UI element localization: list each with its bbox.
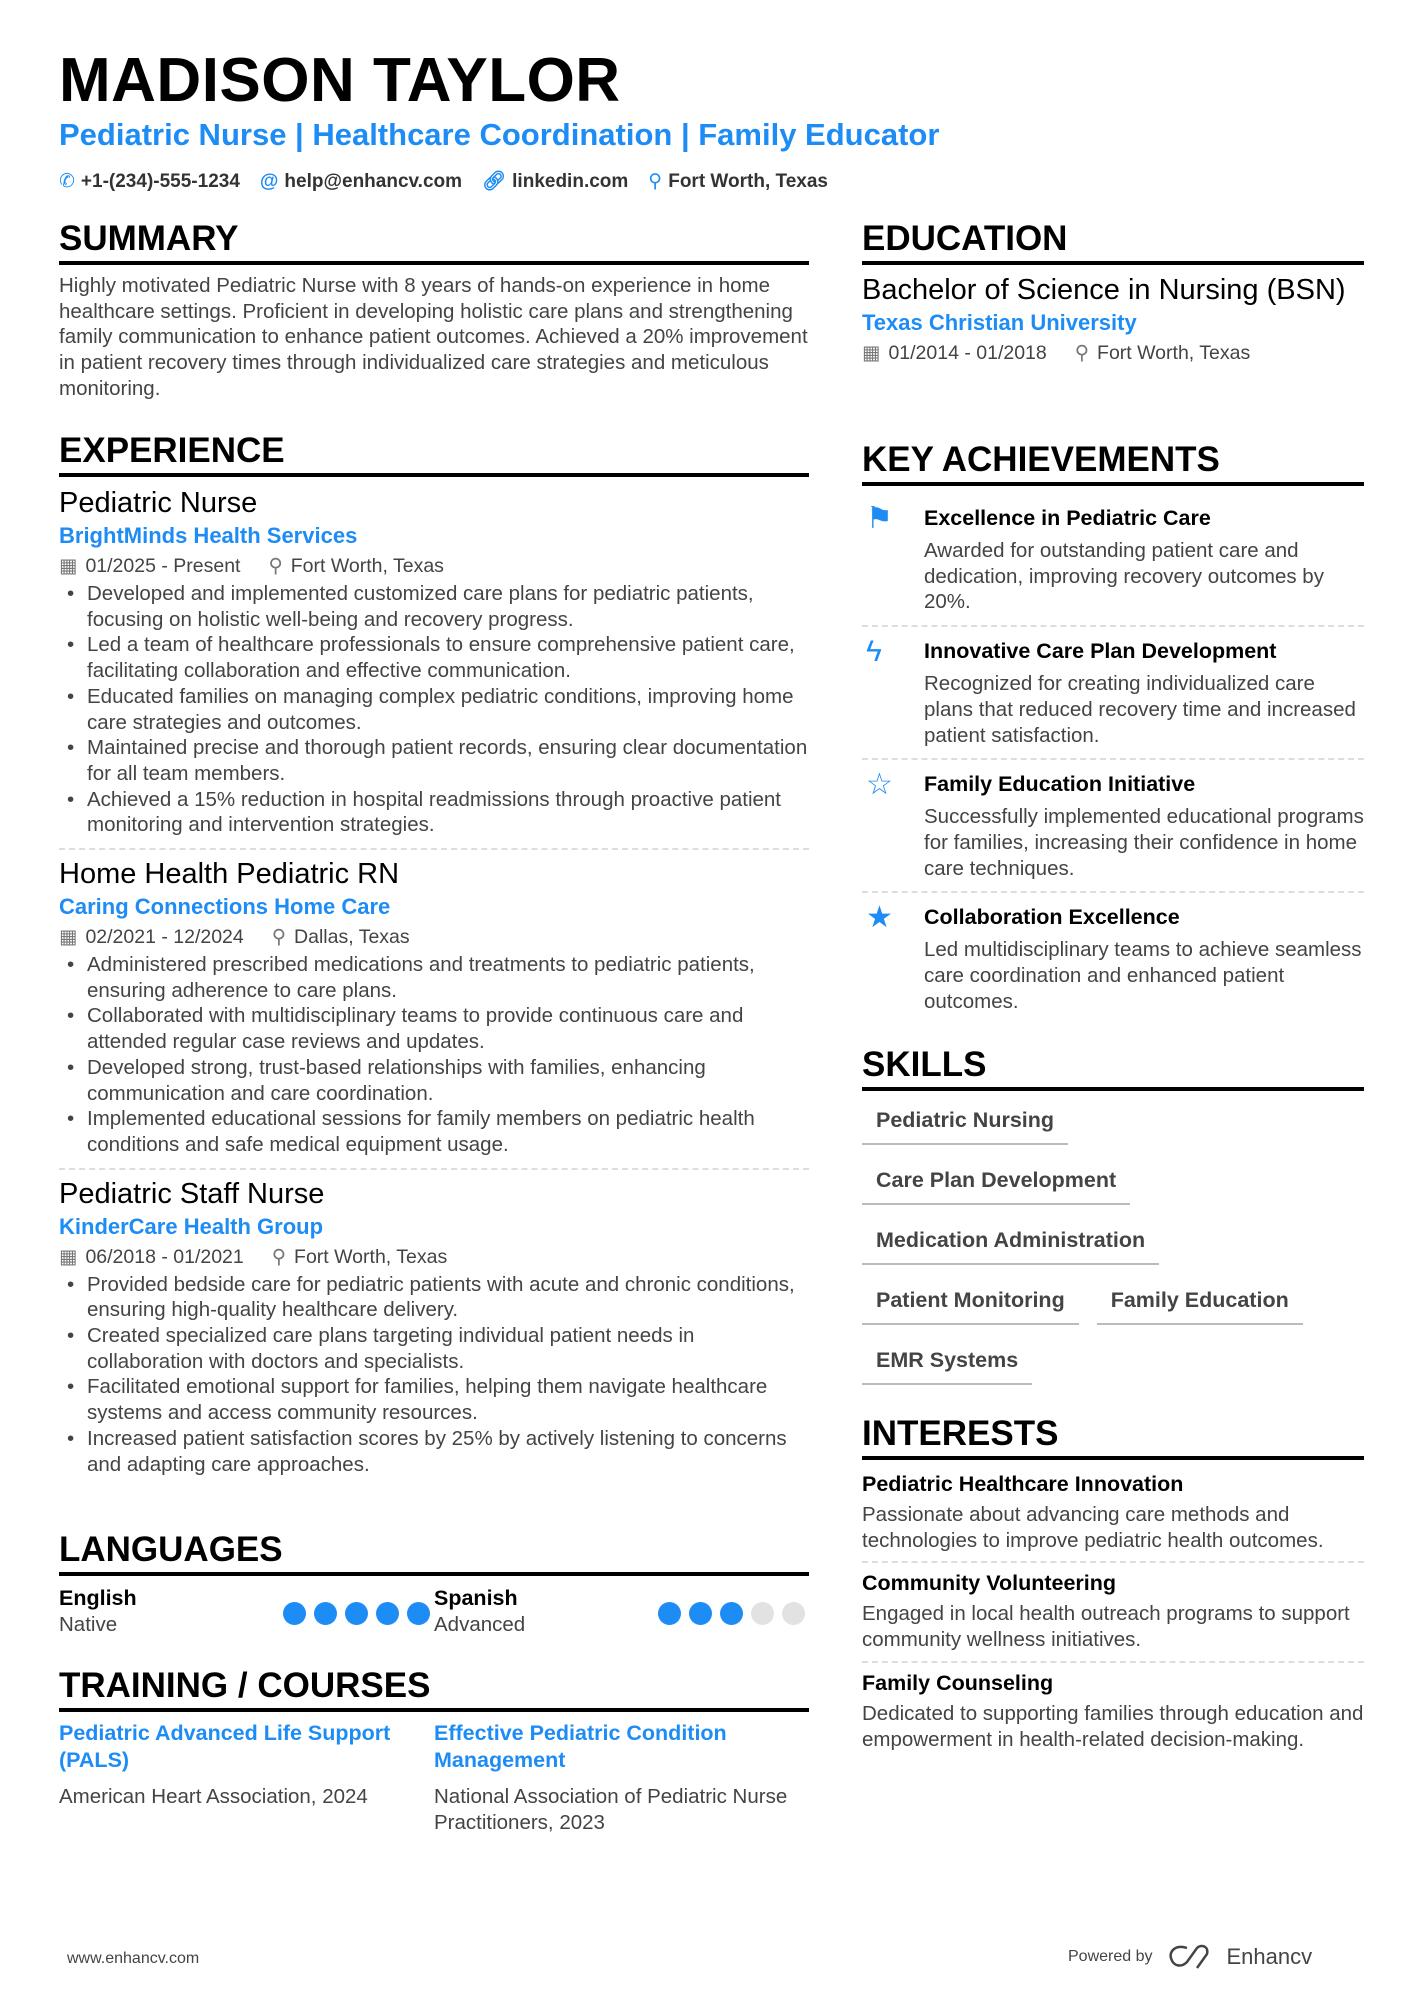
job-location xyxy=(268,551,443,581)
achievement-title: Family Education Initiative xyxy=(924,772,1196,797)
education-section xyxy=(862,219,1364,368)
job-dates xyxy=(59,1242,244,1272)
course-item xyxy=(434,1720,809,1835)
phone-icon: ✆ xyxy=(59,171,75,192)
interest-title: Community Volunteering xyxy=(862,1571,1117,1596)
job-dates xyxy=(59,551,240,581)
course-detail: American Heart Association, 2024 xyxy=(59,1785,368,1808)
job-entry xyxy=(59,856,809,1170)
calendar-icon: ▦ xyxy=(59,1245,78,1268)
candidate-name: MADISON TAYLOR xyxy=(59,46,621,115)
achievement-title: Excellence in Pediatric Care xyxy=(924,506,1211,530)
achievement-text: Awarded for outstanding patient care and dedication, improving recovery outcomes by 20%. xyxy=(924,539,1324,614)
skill-tag: Pediatric Nursing xyxy=(862,1099,1068,1145)
footer-url[interactable]: www.enhancv.com xyxy=(67,1950,200,1967)
footer-brand[interactable] xyxy=(1068,1944,1312,1970)
interest-item xyxy=(862,1663,1364,1760)
rating-dot xyxy=(751,1602,774,1625)
linkedin-text: linkedin.com xyxy=(512,171,629,192)
section-title: TRAINING / COURSES xyxy=(59,1666,809,1712)
bullet-item: • Developed and implemented customized care plans for pediatric patients, focusing on holistic well-being and recovery progress. xyxy=(59,581,809,632)
contact-linkedin[interactable] xyxy=(482,170,628,194)
location-text: Fort Worth, Texas xyxy=(1097,342,1251,364)
link-icon: 🔗︎ xyxy=(482,171,507,192)
section-title: EDUCATION xyxy=(862,219,1364,265)
experience-section xyxy=(59,431,809,1491)
interest-text: Passionate about advancing care methods and technologies to improve pediatric health outcomes. xyxy=(862,1503,1324,1552)
achievement-title: Innovative Care Plan Development xyxy=(924,639,1277,664)
achievement-item xyxy=(862,893,1364,1024)
phone-text: +1-(234)-555-1234 xyxy=(80,171,240,192)
interest-text: Engaged in local health outreach programs to support community wellness initiatives. xyxy=(862,1602,1350,1652)
job-bullets xyxy=(59,581,809,838)
location-pin-icon: ⚲ xyxy=(271,926,287,949)
achievement-title: Collaboration Excellence xyxy=(924,905,1180,930)
achievement-item xyxy=(862,627,1364,760)
skill-tag: Medication Administration xyxy=(862,1219,1159,1265)
course-title: Effective Pediatric Condition Management xyxy=(434,1721,727,1772)
skill-tag: Care Plan Development xyxy=(862,1159,1130,1205)
achievement-item xyxy=(862,494,1364,627)
education-location xyxy=(1075,338,1250,368)
lightning-icon: ϟ xyxy=(866,635,882,669)
achievement-text: Recognized for creating individualized care plans that reduced recovery time and increased patient satisfaction. xyxy=(924,672,1356,747)
section-title: INTERESTS xyxy=(862,1414,1364,1460)
dates-text: 06/2018 - 01/2021 xyxy=(85,1245,244,1268)
interest-item xyxy=(862,1563,1364,1662)
brand-name: Enhancv xyxy=(1226,1944,1313,1969)
section-title: EXPERIENCE xyxy=(59,431,809,477)
job-location xyxy=(272,1242,447,1272)
star-half-icon: ★ xyxy=(866,901,893,935)
dates-text: 01/2014 - 01/2018 xyxy=(888,342,1047,364)
enhancv-logo-icon xyxy=(1167,1944,1213,1970)
bullet-item: • Developed strong, trust-based relationships with families, enhancing communication and care coordination. xyxy=(59,1055,809,1106)
location-text: Fort Worth, Texas xyxy=(290,555,444,577)
rating-dot xyxy=(376,1602,399,1625)
location-text: Fort Worth, Texas xyxy=(294,1245,448,1268)
school: Texas Christian University xyxy=(862,310,1137,335)
contact-phone[interactable] xyxy=(59,170,240,194)
company-name: BrightMinds Health Services xyxy=(59,523,358,548)
bullet-item: • Led a team of healthcare professionals to ensure comprehensive patient care, facilitating collaboration and effective communication. xyxy=(59,632,809,683)
job-title: Pediatric Nurse xyxy=(59,487,258,519)
languages-section xyxy=(59,1530,809,1638)
bullet-item: • Implemented educational sessions for family members on pediatric health conditions and safe medical equipment usage. xyxy=(59,1106,809,1157)
interests-section xyxy=(862,1414,1364,1760)
interest-text: Dedicated to supporting families through education and empowerment in health-related decision-making. xyxy=(862,1701,1364,1751)
training-section xyxy=(59,1666,809,1835)
job-bullets xyxy=(59,1272,809,1478)
language-level: Advanced xyxy=(434,1613,526,1636)
contact-email[interactable] xyxy=(260,170,462,194)
rating-dot xyxy=(345,1602,368,1625)
language-name: English xyxy=(59,1586,137,1610)
skill-tag: Family Education xyxy=(1097,1279,1303,1325)
bullet-item: • Provided bedside care for pediatric patients with acute and chronic conditions, ensuring high-quality healthcare delivery. xyxy=(59,1272,809,1323)
achievement-text: Led multidisciplinary teams to achieve seamless care coordination and enhanced patient outcomes. xyxy=(924,938,1362,1013)
bullet-item: • Facilitated emotional support for families, helping them navigate healthcare systems and access community resources. xyxy=(59,1374,809,1425)
job-dates xyxy=(59,922,244,952)
bullet-item: • Administered prescribed medications and treatments to pediatric patients, ensuring adherence to care plans. xyxy=(59,952,809,1003)
job-entry xyxy=(59,485,809,850)
bullet-item: • Collaborated with multidisciplinary teams to provide continuous care and attended regular case reviews and updates. xyxy=(59,1003,809,1054)
bullet-item: • Increased patient satisfaction scores by 25% by actively listening to concerns and adapting care approaches. xyxy=(59,1426,809,1477)
powered-by: Powered by xyxy=(1068,1948,1153,1965)
bullet-item: • Created specialized care plans targeting individual patient needs in collaboration with doctors and specialists. xyxy=(59,1323,809,1374)
job-title: Home Health Pediatric RN xyxy=(59,858,400,891)
rating-dot xyxy=(407,1602,430,1625)
summary-text: Highly motivated Pediatric Nurse with 8 years of hands-on experience in home healthcare settings. Proficient in developing holistic care plans and strengthening family communication to enhance patient outcomes. Achieved a 20% improvement in patient recovery times through individualized care strategies and meticulous monitoring. xyxy=(59,274,808,400)
language-rating xyxy=(283,1602,430,1638)
course-title: Pediatric Advanced Life Support (PALS) xyxy=(59,1721,391,1772)
education-dates xyxy=(862,338,1047,368)
location-text: Fort Worth, Texas xyxy=(668,171,828,192)
calendar-icon: ▦ xyxy=(59,555,78,577)
location-pin-icon: ⚲ xyxy=(648,171,663,192)
at-icon: @ xyxy=(259,171,279,192)
skill-tag: Patient Monitoring xyxy=(862,1279,1079,1325)
achievement-text: Successfully implemented educational programs for families, increasing their confidence in home care techniques. xyxy=(924,805,1364,880)
interest-title: Pediatric Healthcare Innovation xyxy=(862,1472,1184,1496)
interest-title: Family Counseling xyxy=(862,1670,1054,1695)
interest-item xyxy=(862,1464,1364,1563)
dates-text: 01/2025 - Present xyxy=(85,555,241,577)
course-item xyxy=(59,1720,434,1835)
contact-location xyxy=(648,170,828,194)
skills-section xyxy=(862,1045,1364,1399)
rating-dot xyxy=(689,1602,712,1625)
rating-dot xyxy=(720,1602,743,1625)
course-detail: National Association of Pediatric Nurse Practitioners, 2023 xyxy=(434,1785,788,1834)
rating-dot xyxy=(658,1602,681,1625)
achievements-section xyxy=(862,440,1364,1024)
language-item xyxy=(59,1584,434,1638)
section-title: SUMMARY xyxy=(59,219,809,265)
job-entry xyxy=(59,1176,809,1488)
language-name: Spanish xyxy=(434,1586,518,1610)
calendar-icon: ▦ xyxy=(59,926,78,949)
language-rating xyxy=(658,1602,805,1638)
bullet-item: • Maintained precise and thorough patient records, ensuring clear documentation for all team members. xyxy=(59,735,809,786)
calendar-icon: ▦ xyxy=(862,342,881,364)
contact-bar xyxy=(59,170,828,194)
section-title: LANGUAGES xyxy=(59,1530,809,1576)
bullet-item: • Educated families on managing complex pediatric conditions, improving home care strategies and outcomes. xyxy=(59,684,809,735)
language-item xyxy=(434,1584,809,1638)
location-pin-icon: ⚲ xyxy=(1074,342,1090,364)
rating-dot xyxy=(782,1602,805,1625)
job-bullets xyxy=(59,952,809,1158)
section-title: SKILLS xyxy=(862,1045,1364,1091)
rating-dot xyxy=(283,1602,306,1625)
star-outline-icon: ☆ xyxy=(866,768,893,802)
email-text: help@enhancv.com xyxy=(284,171,463,192)
job-meta xyxy=(59,922,809,952)
dates-text: 02/2021 - 12/2024 xyxy=(85,926,244,949)
section-title: KEY ACHIEVEMENTS xyxy=(862,440,1364,486)
summary-section xyxy=(59,219,809,402)
job-meta xyxy=(59,551,809,581)
location-text: Dallas, Texas xyxy=(294,926,410,949)
achievement-item xyxy=(862,760,1364,893)
degree: Bachelor of Science in Nursing (BSN) xyxy=(862,274,1346,306)
company-name: Caring Connections Home Care xyxy=(59,894,391,920)
job-meta xyxy=(59,1242,809,1272)
flag-icon: ⚑ xyxy=(866,502,893,535)
job-title: Pediatric Staff Nurse xyxy=(59,1177,325,1210)
location-pin-icon: ⚲ xyxy=(268,555,283,577)
bullet-item: • Achieved a 15% reduction in hospital readmissions through proactive patient monitoring and intervention strategies. xyxy=(59,787,809,838)
job-location xyxy=(272,922,410,952)
rating-dot xyxy=(314,1602,337,1625)
company-name: KinderCare Health Group xyxy=(59,1213,324,1239)
language-level: Native xyxy=(59,1613,118,1636)
skill-tag: EMR Systems xyxy=(862,1339,1032,1385)
tagline: Pediatric Nurse | Healthcare Coordination | Family Educator xyxy=(59,117,940,152)
location-pin-icon: ⚲ xyxy=(271,1245,287,1268)
